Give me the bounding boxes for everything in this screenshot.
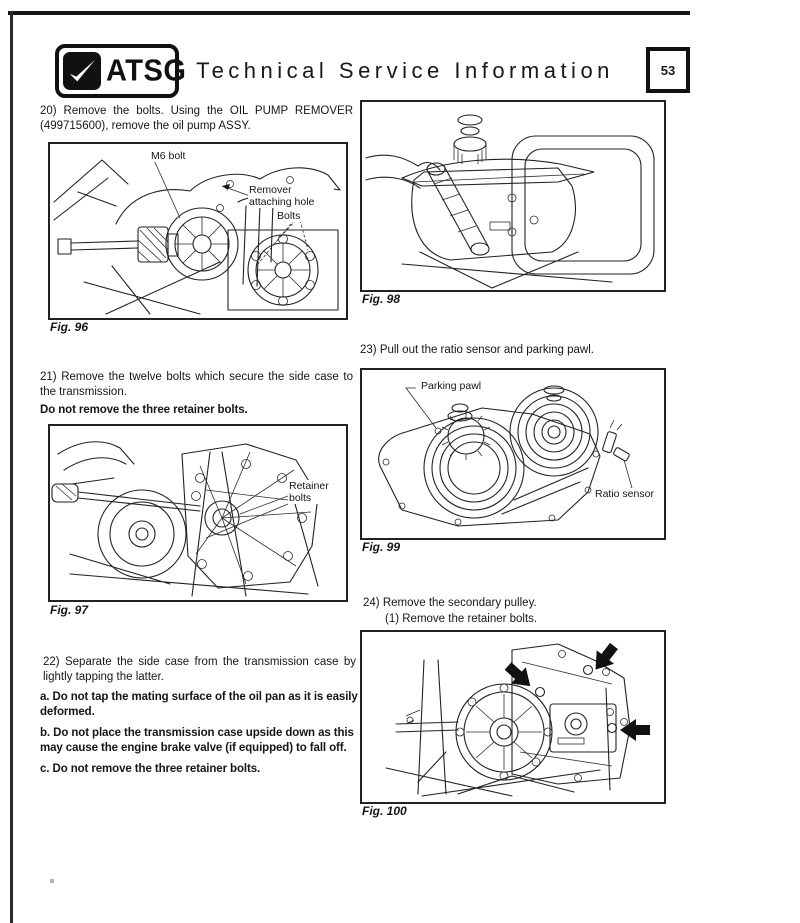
fig97-illustration [50,426,346,600]
fig97-label-retainer-bolts: Retainer bolts [288,480,342,504]
figure-98 [360,100,666,292]
page-title: Technical Service Information [196,58,614,83]
step-24-sub-text: (1) Remove the retainer bolts. [385,613,538,625]
fig96-caption: Fig. 96 [50,320,89,334]
step-22-text: 22) Separate the side case from the transmission case by lightly tapping the latter. [43,656,356,683]
scan-edge-top [8,11,690,15]
fig96-label-bolts: Bolts [277,210,301,222]
step-22-warning-c: c. Do not remove the three retainer bolts. [40,763,261,775]
step-22-warning-a: a. Do not tap the mating surface of the oil pan as it is easily deformed. [40,691,358,718]
fig99-label-ratio-sensor: Ratio sensor [595,488,654,500]
scan-edge-left [10,11,13,923]
figure-100 [360,630,666,804]
fig99-caption: Fig. 99 [362,540,401,554]
scan-speck [50,879,54,883]
step-20-text: 20) Remove the bolts. Using the OIL PUMP REMOVER (499715600), remove the oil pump ASSY. [40,105,353,132]
fig99-illustration [362,370,664,538]
step-21-text: 21) Remove the twelve bolts which secure the side case to the transmission. [40,371,353,398]
fig99-label-parking-pawl: Parking pawl [421,380,482,392]
page-number-box: 53 [646,47,690,93]
step-23-text: 23) Pull out the ratio sensor and parking pawl. [360,344,594,356]
figure-97 [48,424,348,602]
fig96-label-m6-bolt: M6 bolt [151,150,186,162]
fig96-label-remover-hole: Remover attaching hole [248,184,334,208]
step-21-warning: Do not remove the three retainer bolts. [40,404,248,416]
figure-96 [48,142,348,320]
atsg-logo-text: ATSG [106,53,187,88]
step-24-text: 24) Remove the secondary pulley. [363,597,537,609]
atsg-logo [55,44,187,98]
figure-99 [360,368,666,540]
step-22-warnings [40,690,360,783]
atsg-checkmark-icon [63,52,101,90]
fig98-caption: Fig. 98 [362,292,401,306]
fig100-caption: Fig. 100 [362,804,407,818]
fig98-illustration [362,102,664,290]
fig100-illustration [362,632,664,802]
fig96-illustration [50,144,346,318]
fig97-caption: Fig. 97 [50,603,89,617]
step-22-warning-b: b. Do not place the transmission case upside down as this may cause the engine brake valve (if equipped) to fall off. [40,727,354,754]
